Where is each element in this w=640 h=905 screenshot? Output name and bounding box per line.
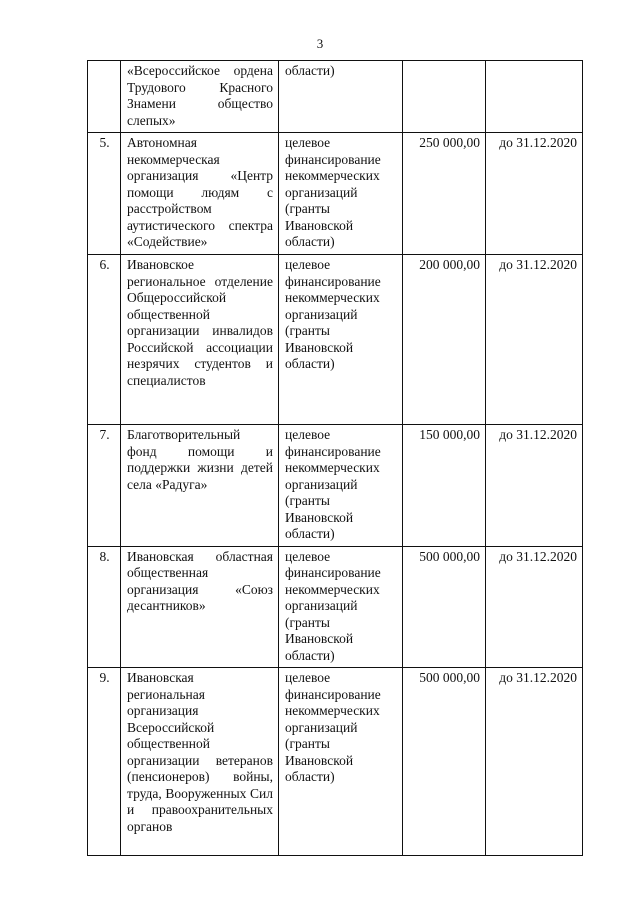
grant-deadline: до 31.12.2020	[486, 133, 583, 255]
grant-amount: 200 000,00	[403, 255, 486, 425]
grants-table	[87, 60, 583, 856]
row-number: 5.	[88, 133, 121, 255]
row-number: 7.	[88, 425, 121, 547]
grant-deadline	[486, 61, 583, 133]
grant-amount	[403, 61, 486, 133]
grant-amount: 150 000,00	[403, 425, 486, 547]
grant-amount: 250 000,00	[403, 133, 486, 255]
grant-purpose: целевое финансирование некоммерческих организаций (гранты Ивановской области)	[279, 255, 403, 425]
organization-name: Ивановское региональное отделение Общероссийской общественной организации инвалидов Российской ассоциации незрячих студентов и специалистов	[121, 255, 279, 425]
row-number: 8.	[88, 546, 121, 668]
row-number: 6.	[88, 255, 121, 425]
grant-purpose: области)	[279, 61, 403, 133]
row-number: 9.	[88, 668, 121, 856]
organization-name: Благотворительный фонд помощи и поддержки жизни детей села «Радуга»	[121, 425, 279, 547]
grant-purpose: целевое финансирование некоммерческих организаций (гранты Ивановской области)	[279, 133, 403, 255]
table-row	[88, 425, 583, 547]
page-number: 3	[316, 36, 324, 51]
grant-purpose: целевое финансирование некоммерческих организаций (гранты Ивановской области)	[279, 425, 403, 547]
organization-name: Ивановская областная общественная организация «Союз десантников»	[121, 546, 279, 668]
grant-deadline: до 31.12.2020	[486, 668, 583, 856]
organization-name: Автономная некоммерческая организация «Центр помощи людям с расстройством аутистического спектра «Содействие»	[121, 133, 279, 255]
table-row	[88, 133, 583, 255]
row-number	[88, 61, 121, 133]
table-row	[88, 546, 583, 668]
grant-purpose: целевое финансирование некоммерческих организаций (гранты Ивановской области)	[279, 546, 403, 668]
table-row	[88, 61, 583, 133]
grant-amount: 500 000,00	[403, 668, 486, 856]
organization-name: «Всероссийское ордена Трудового Красного Знамени общество слепых»	[121, 61, 279, 133]
grant-deadline: до 31.12.2020	[486, 425, 583, 547]
grant-deadline: до 31.12.2020	[486, 255, 583, 425]
organization-name: Ивановская региональная организация Всероссийской общественной организации ветеранов (пенсионеров) войны, труда, Вооруженных Сил и правоохранительных органов	[121, 668, 279, 856]
table-row	[88, 668, 583, 856]
grant-amount: 500 000,00	[403, 546, 486, 668]
grant-deadline: до 31.12.2020	[486, 546, 583, 668]
grant-purpose: целевое финансирование некоммерческих организаций (гранты Ивановской области)	[279, 668, 403, 856]
table-row	[88, 255, 583, 425]
